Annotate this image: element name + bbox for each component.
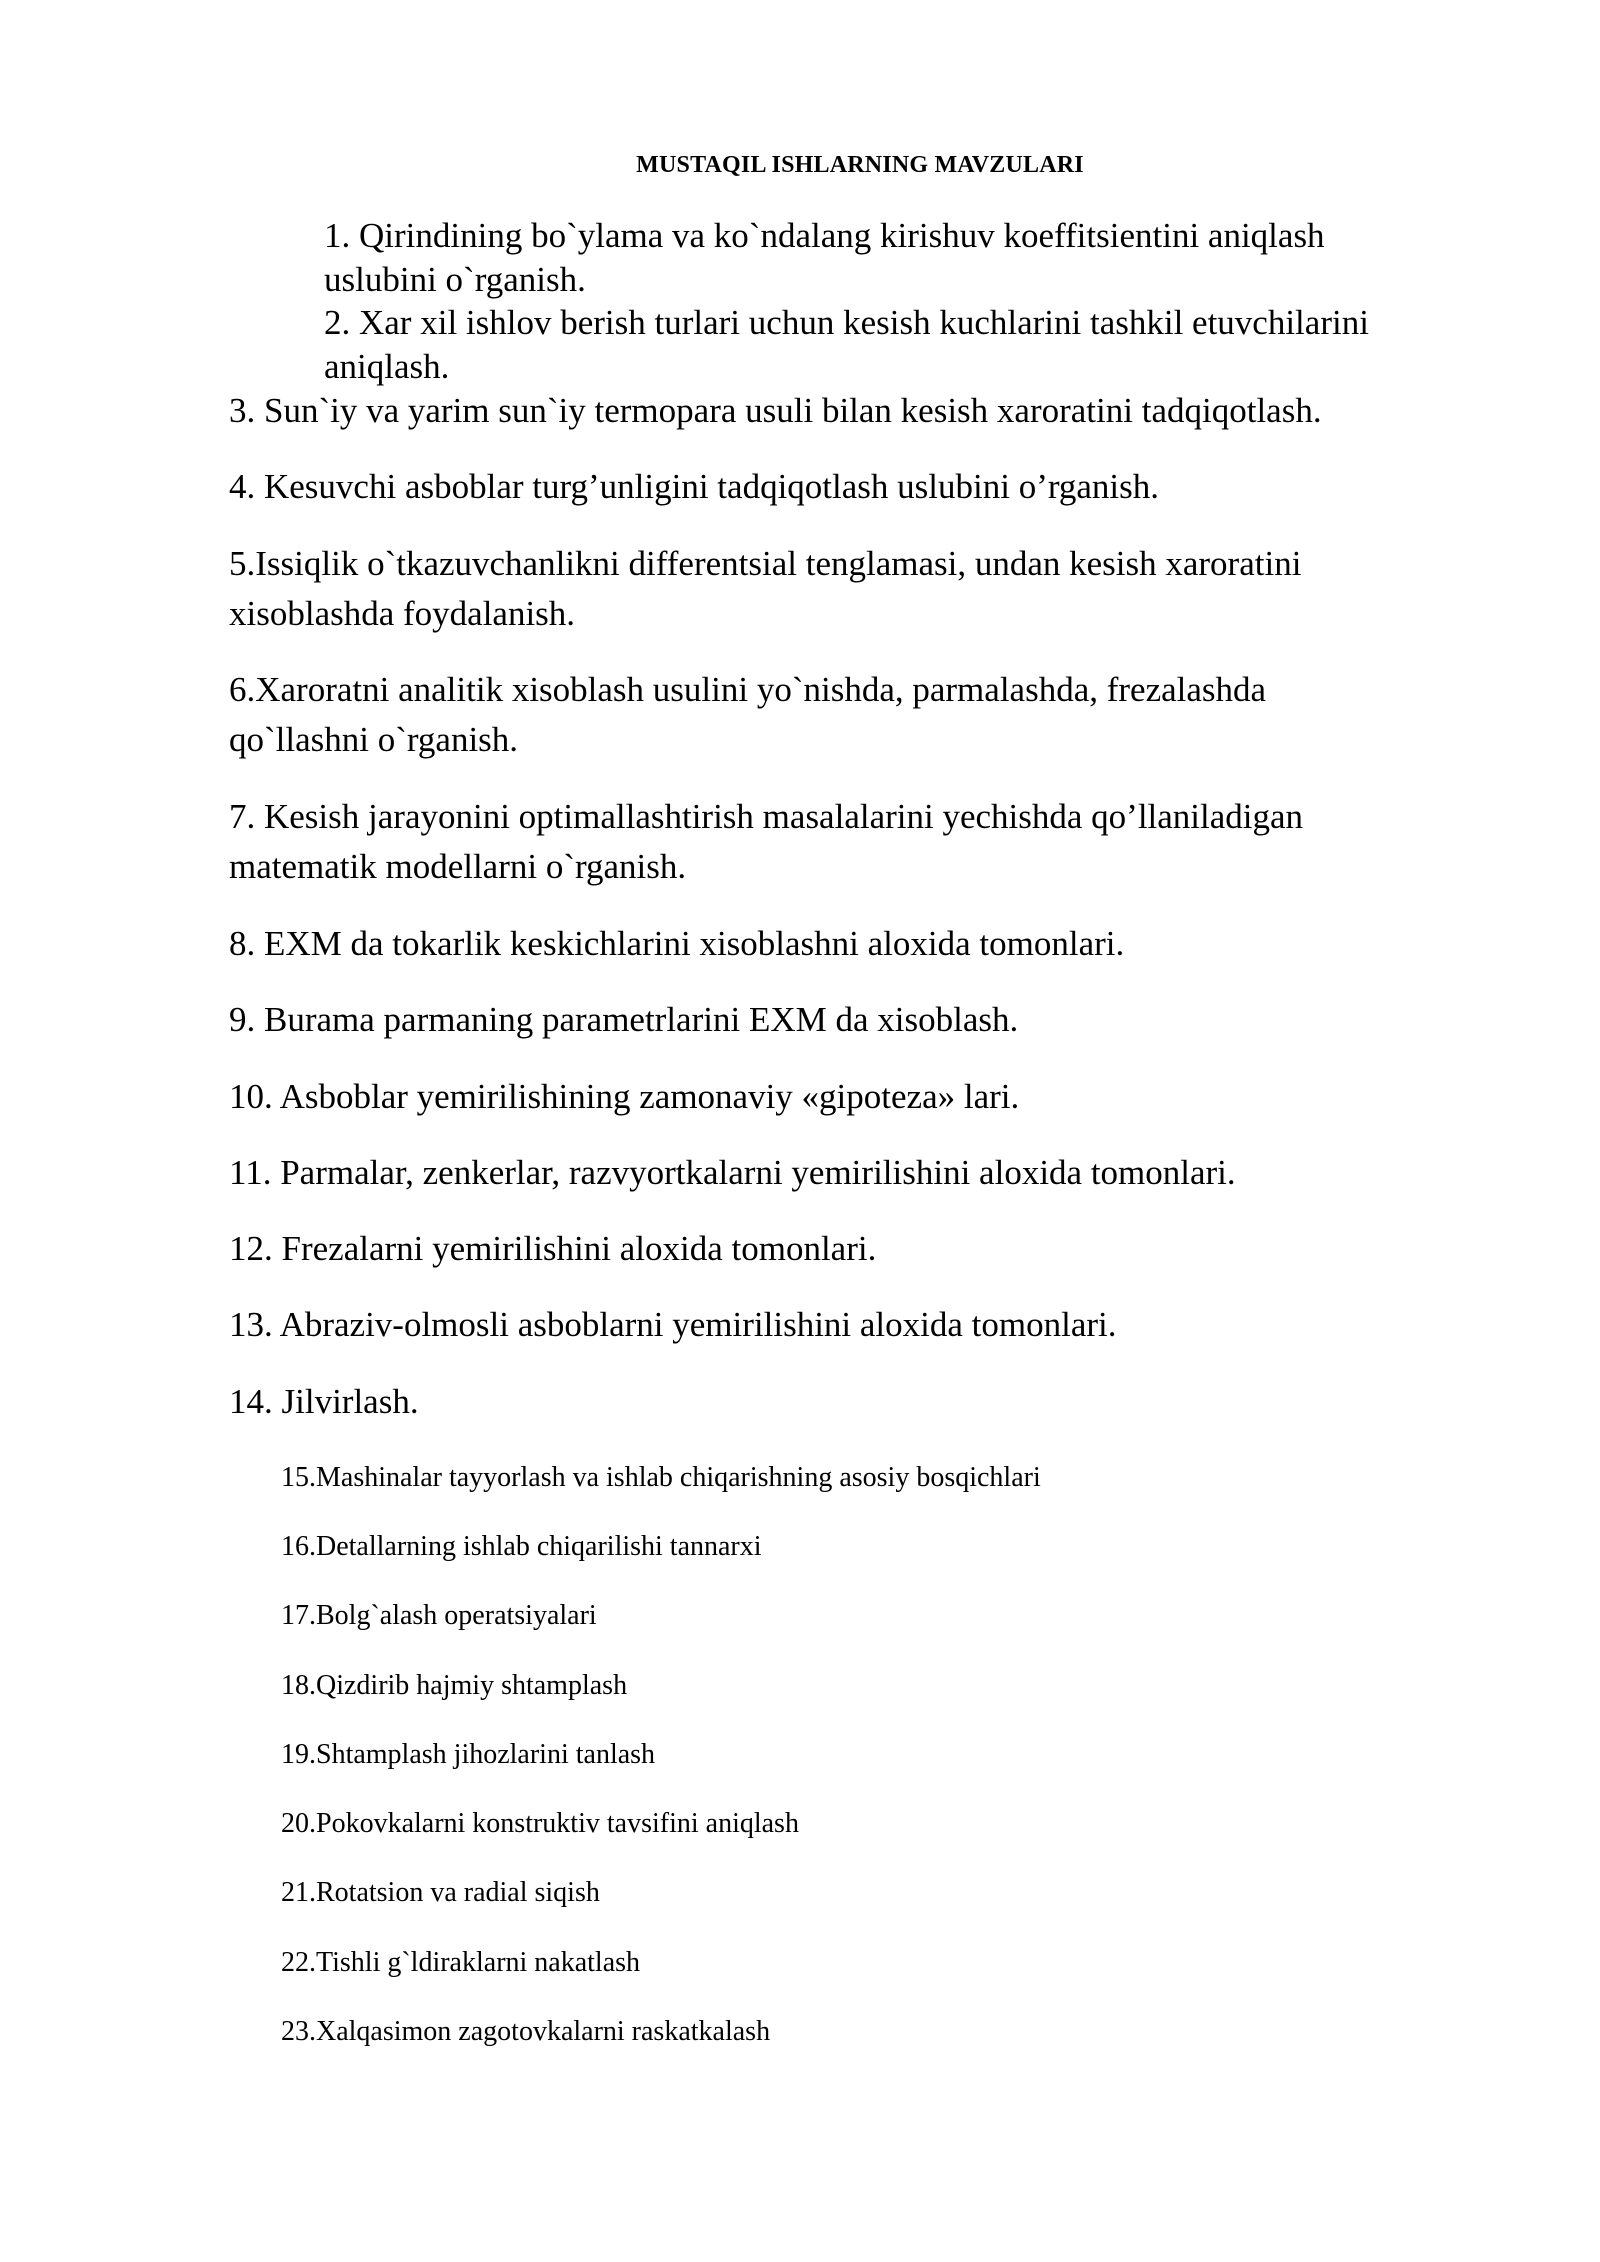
- list-item-line: 3. Sun`iy va yarim sun`iy termopara usuli bilan kesish xaroratini tadqiqotlash.: [229, 391, 1322, 430]
- list-item: [281, 1460, 1041, 1496]
- list-item: [229, 795, 1303, 889]
- list-item: [229, 922, 1124, 966]
- list-item-line: 7. Kesish jarayonini optimallashtirish masalalarini yechishda qo’llaniladigan: [229, 797, 1304, 836]
- list-item: [281, 1598, 597, 1634]
- list-item-line: 4. Kesuvchi asboblar turg’unligini tadqiqotlash uslubini o’rganish.: [229, 467, 1159, 506]
- list-item-line: 14. Jilvirlash.: [229, 1382, 419, 1421]
- list-item: [229, 465, 1159, 509]
- list-item-line: 6.Xaroratni analitik xisoblash usulini yo`nishda, parmalashda, frezalashda: [229, 670, 1267, 709]
- list-item-line: 1. Qirindining bo`ylama va ko`ndalang kirishuv koeffitsientini aniqlash: [324, 216, 1325, 255]
- list-item-line: 5.Issiqlik o`tkazuvchanlikni differentsial tenglamasi, undan kesish xaroratini: [229, 544, 1302, 583]
- list-item-line: 20.Pokovkalarni konstruktiv tavsifini aniqlash: [281, 1808, 799, 1839]
- list-item-line: uslubini o`rganish.: [324, 260, 586, 299]
- list-item-line: 18.Qizdirib hajmiy shtamplash: [281, 1670, 628, 1701]
- list-item-line: 17.Bolg`alash operatsiyalari: [281, 1600, 597, 1631]
- list-item: [324, 301, 1369, 389]
- list-item-line: 2. Xar xil ishlov berish turlari uchun kesish kuchlarini tashkil etuvchilarini: [324, 303, 1369, 342]
- list-item-line: 22.Tishli g`ldiraklarni nakatlash: [281, 1947, 641, 1978]
- list-item: [229, 998, 1018, 1042]
- list-item: [229, 1227, 876, 1271]
- page-title: MUSTAQIL ISHLARNING MAVZULARI: [636, 152, 1084, 178]
- list-item-line: 12. Frezalarni yemirilishini aloxida tomonlari.: [229, 1229, 877, 1268]
- list-item: [229, 389, 1322, 433]
- list-item: [281, 1668, 627, 1704]
- list-item: [229, 1075, 1019, 1119]
- list-item-line: 19.Shtamplash jihozlarini tanlash: [281, 1739, 656, 1770]
- list-item: [281, 2014, 770, 2050]
- list-item: [281, 1875, 600, 1911]
- list-item-line: 23.Xalqasimon zagotovkalarni raskatkalash: [281, 2016, 771, 2047]
- list-item-line: 21.Rotatsion va radial siqish: [281, 1877, 600, 1908]
- list-item-line: 11. Parmalar, zenkerlar, razvyortkalarni yemirilishini aloxida tomonlari.: [229, 1153, 1236, 1192]
- list-item-line: 16.Detallarning ishlab chiqarilishi tannarxi: [281, 1531, 762, 1562]
- list-item: [229, 542, 1301, 636]
- list-item-line: xisoblashda foydalanish.: [229, 594, 576, 633]
- list-item-line: matematik modellarni o`rganish.: [229, 847, 687, 886]
- list-item-line: 8. EXM da tokarlik keskichlarini xisoblashni aloxida tomonlari.: [229, 924, 1125, 963]
- list-item: [229, 1303, 1117, 1347]
- list-item-line: 10. Asboblar yemirilishining zamonaviy «gipoteza» lari.: [229, 1077, 1020, 1116]
- list-item: [281, 1945, 640, 1981]
- list-item-line: 13. Abraziv-olmosli asboblarni yemirilishini aloxida tomonlari.: [229, 1305, 1117, 1344]
- list-item-line: 9. Burama parmaning parametrlarini EXM da xisoblash.: [229, 1000, 1019, 1039]
- list-item-line: aniqlash.: [324, 347, 450, 386]
- list-item-line: 15.Mashinalar tayyorlash va ishlab chiqarishning asosiy bosqichlari: [281, 1462, 1041, 1493]
- list-item: [281, 1806, 799, 1842]
- list-item: [281, 1737, 655, 1773]
- list-item-line: qo`llashni o`rganish.: [229, 720, 519, 759]
- list-item: [281, 1529, 762, 1565]
- list-item: [229, 1151, 1236, 1195]
- list-item: [229, 668, 1266, 762]
- list-item: [324, 214, 1325, 302]
- list-item: [229, 1380, 419, 1424]
